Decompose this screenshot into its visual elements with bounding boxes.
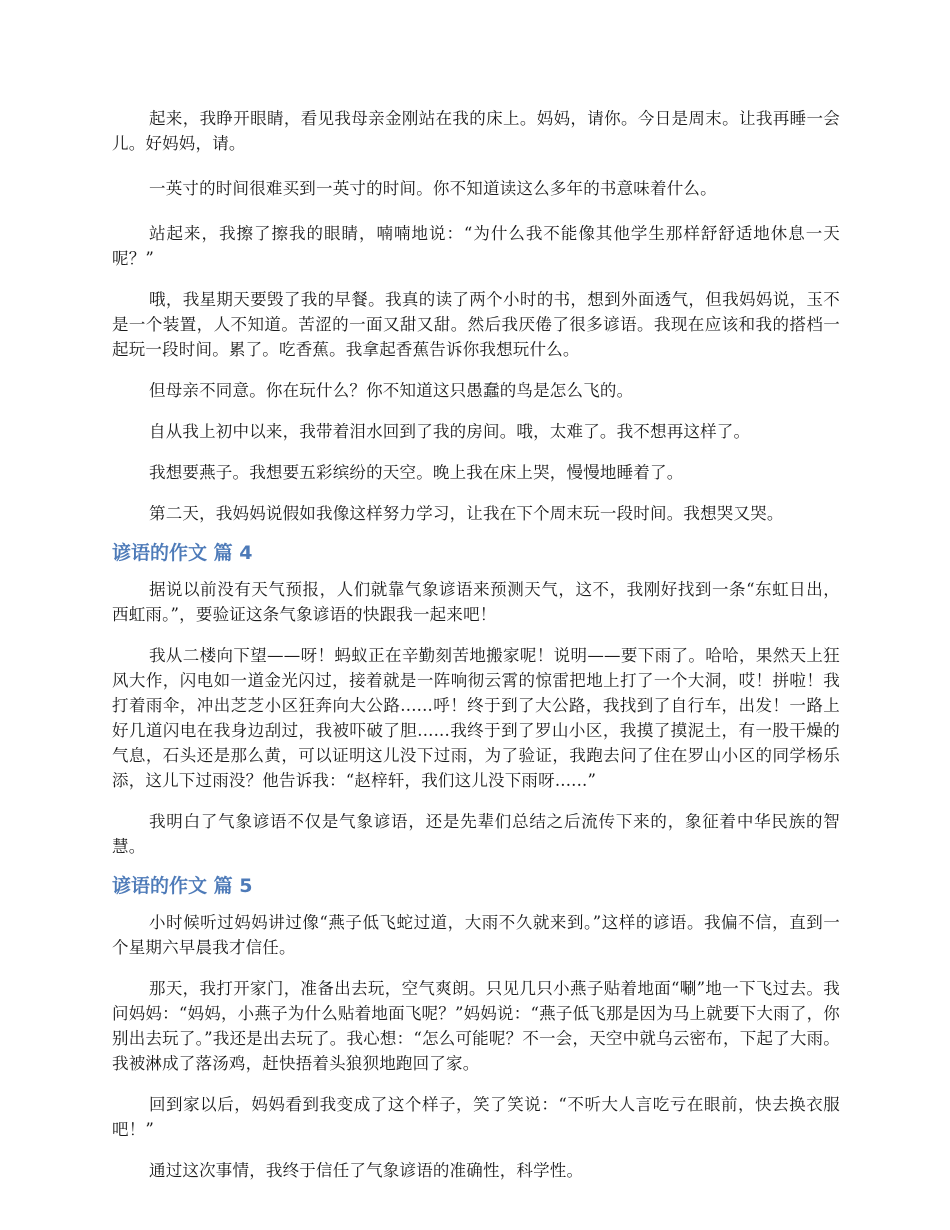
paragraph: 起来，我睁开眼睛，看见我母亲金刚站在我的床上。妈妈，请你。今日是周末。让我再睡一会儿。好妈妈，请。 xyxy=(112,109,840,153)
paragraph: 我明白了气象谚语不仅是气象谚语，还是先辈们总结之后流传下来的，象征着中华民族的智慧。 xyxy=(112,812,840,856)
paragraph: 哦，我星期天要毁了我的早餐。我真的读了两个小时的书，想到外面透气，但我妈妈说，玉不是一个装置，人不知道。苦涩的一面又甜又甜。然后我厌倦了很多谚语。我现在应该和我的搭档一起玩一段时间。累了。吃香蕉。我拿起香蕉告诉你我想玩什么。 xyxy=(112,290,840,359)
section-heading: 谚语的作文 篇 5 xyxy=(112,875,253,897)
paragraph: 回到家以后，妈妈看到我变成了这个样子，笑了笑说：“不听大人言吃亏在眼前，快去换衣服吧！” xyxy=(112,1095,840,1139)
paragraph: 但母亲不同意。你在玩什么？你不知道这只愚蠢的鸟是怎么飞的。 xyxy=(149,381,634,400)
paragraph: 我想要燕子。我想要五彩缤纷的天空。晚上我在床上哭，慢慢地睡着了。 xyxy=(149,463,684,482)
paragraph: 第二天，我妈妈说假如我像这样努力学习，让我在下个周末玩一段时间。我想哭又哭。 xyxy=(149,504,784,523)
section-heading: 谚语的作文 篇 4 xyxy=(112,542,253,564)
paragraph: 一英寸的时间很难买到一英寸的时间。你不知道读这么多年的书意味着什么。 xyxy=(149,179,717,198)
paragraph: 我从二楼向下望——呀！蚂蚁正在辛勤刻苦地搬家呢！说明——要下雨了。哈哈，果然天上狂风大作，闪电如一道金光闪过，接着就是一阵响彻云霄的惊雷把地上打了一个大洞，哎！拼啦！我打着雨伞，冲出芝芝小区狂奔向大公路......呼！终于到了大公路，我找到了自行车，出发！一路上好几道闪电在我身边刮过，我被吓破了胆......我终于到了罗山小区，我摸了摸泥土，有一股干燥的气息，石头还是那么黄，可以证明这儿没下过雨，为了验证，我跑去问了住在罗山小区的同学杨乐添，这儿下过雨没？他告诉我：“赵梓轩，我们这儿没下雨呀......” xyxy=(112,646,840,790)
paragraph: 那天，我打开家门，准备出去玩，空气爽朗。只见几只小燕子贴着地面“唰”地一下飞过去。我问妈妈：“妈妈，小燕子为什么贴着地面飞呢？”妈妈说：“燕子低飞那是因为马上就要下大雨了，你别出去玩了。”我还是出去玩了。我心想：“怎么可能呢？不一会，天空中就乌云密布，下起了大雨。我被淋成了落汤鸡，赶快捂着头狼狈地跑回了家。 xyxy=(112,979,840,1073)
document-body xyxy=(112,106,840,1183)
paragraph: 据说以前没有天气预报，人们就靠气象谚语来预测天气，这不，我刚好找到一条“东虹日出，西虹雨。”，要验证这条气象谚语的快跟我一起来吧！ xyxy=(112,580,840,624)
paragraph: 站起来，我擦了擦我的眼睛，喃喃地说：“为什么我不能像其他学生那样舒舒适地休息一天呢？” xyxy=(112,224,840,268)
paragraph: 自从我上初中以来，我带着泪水回到了我的房间。哦，太难了。我不想再这样了。 xyxy=(149,422,751,441)
paragraph: 通过这次事情，我终于信任了气象谚语的准确性，科学性。 xyxy=(149,1161,584,1180)
paragraph: 小时候听过妈妈讲过像“燕子低飞蛇过道，大雨不久就来到。”这样的谚语。我偏不信，直到一个星期六早晨我才信任。 xyxy=(112,913,840,957)
